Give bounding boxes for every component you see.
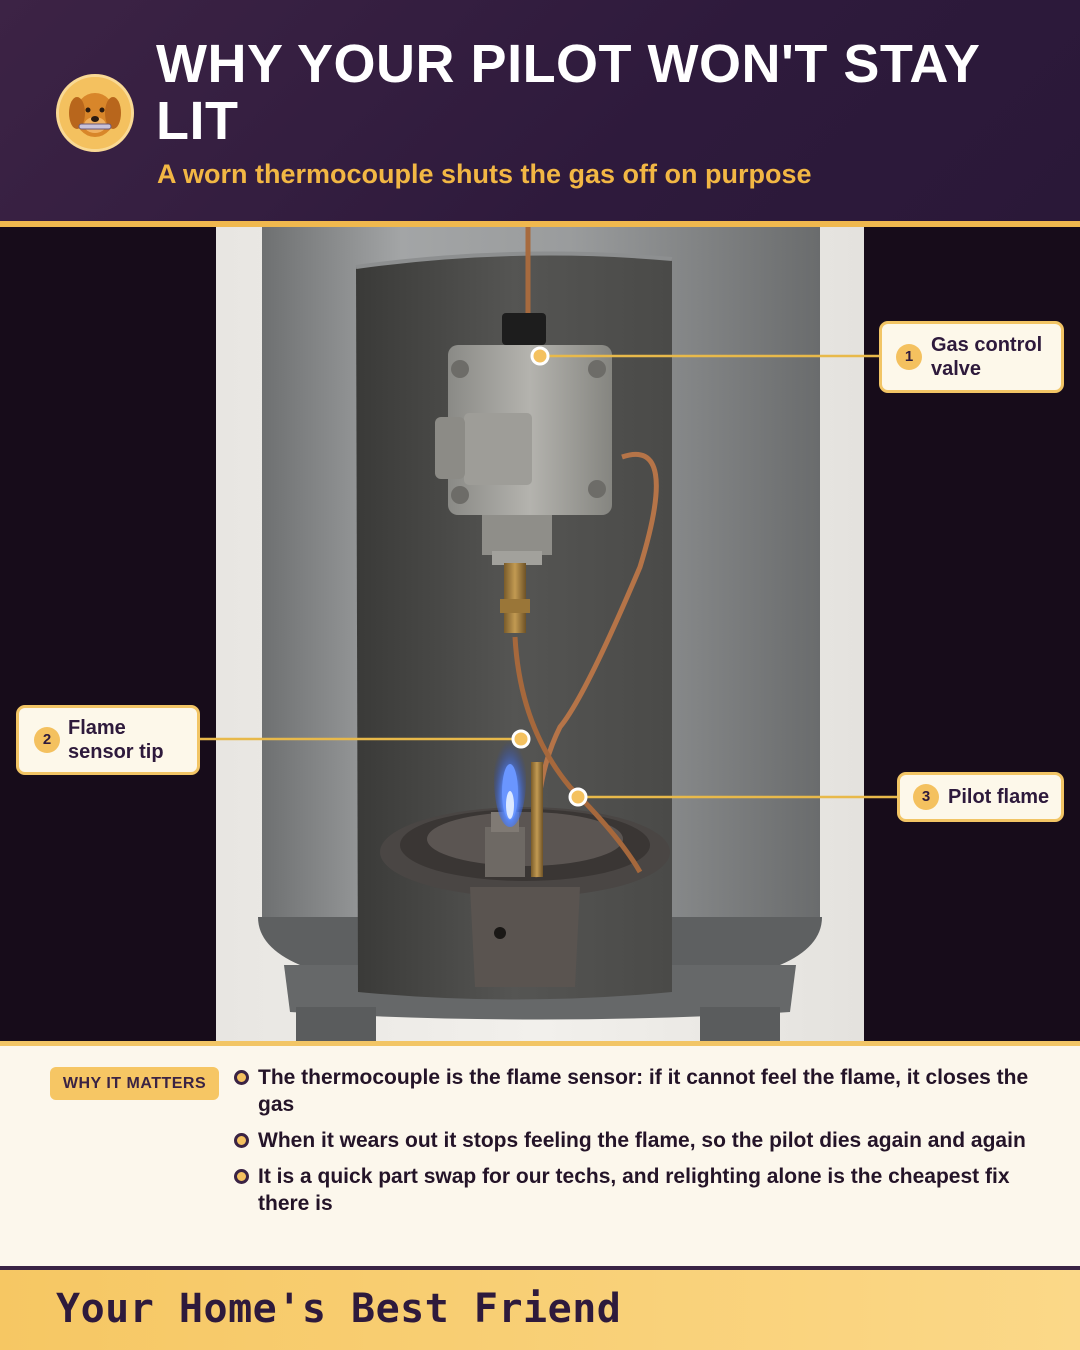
page-subtitle: A worn thermocouple shuts the gas off on purpose [157, 159, 812, 189]
callout-label: Flame sensor tip [68, 717, 164, 763]
list-item [233, 1163, 1053, 1217]
bullet-icon [234, 1133, 249, 1148]
bullet-text: When it wears out it stops feeling the flame, so the pilot dies again and again [258, 1129, 1026, 1152]
bullet-list [233, 1064, 1053, 1226]
callout-flame-sensor-tip [16, 705, 200, 775]
footer-tagline: Your Home's Best Friend [56, 1286, 622, 1332]
callout-pilot-flame [897, 772, 1064, 822]
bullet-icon [234, 1169, 249, 1184]
list-item [233, 1127, 1053, 1154]
bullet-text: The thermocouple is the flame sensor: if it cannot feel the flame, it closes the gas [258, 1066, 1029, 1116]
page-title: WHY YOUR PILOT WON'T STAY LIT [156, 34, 980, 151]
bullet-icon [234, 1070, 249, 1085]
callout-number: 3 [913, 784, 939, 810]
list-item [233, 1064, 1053, 1118]
callout-number: 2 [34, 727, 60, 753]
bullet-text: It is a quick part swap for our techs, and relighting alone is the cheapest fix there is [258, 1165, 1010, 1215]
dog-logo-icon [56, 74, 134, 152]
callout-gas-control-valve [879, 321, 1064, 393]
callout-label: Gas control valve [931, 334, 1043, 380]
why-it-matters-tag: WHY IT MATTERS [50, 1067, 219, 1100]
callout-label: Pilot flame [948, 786, 1050, 808]
callout-number: 1 [896, 344, 922, 370]
